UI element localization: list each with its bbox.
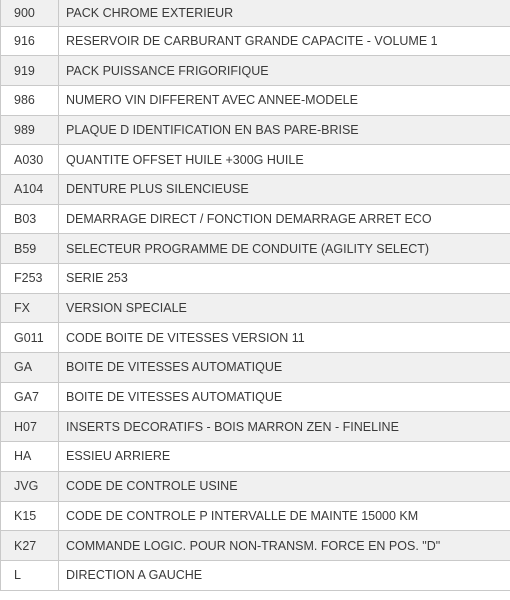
option-description-cell: QUANTITE OFFSET HUILE +300G HUILE bbox=[59, 145, 510, 175]
option-code-cell: B03 bbox=[1, 204, 59, 234]
option-code-cell: B59 bbox=[1, 234, 59, 264]
table-row bbox=[1, 204, 510, 234]
option-code-cell: A030 bbox=[1, 145, 59, 175]
option-description-cell: BOITE DE VITESSES AUTOMATIQUE bbox=[59, 382, 510, 412]
option-code-cell: 989 bbox=[1, 115, 59, 145]
option-code-cell: F253 bbox=[1, 264, 59, 294]
option-description-cell: VERSION SPECIALE bbox=[59, 293, 510, 323]
option-description-cell: BOITE DE VITESSES AUTOMATIQUE bbox=[59, 353, 510, 383]
option-code-cell: GA7 bbox=[1, 382, 59, 412]
table-row bbox=[1, 531, 510, 561]
option-code-cell: 919 bbox=[1, 56, 59, 86]
table-row bbox=[1, 412, 510, 442]
table-row bbox=[1, 560, 510, 590]
option-description-cell: DENTURE PLUS SILENCIEUSE bbox=[59, 174, 510, 204]
table-row bbox=[1, 56, 510, 86]
option-description-cell: SERIE 253 bbox=[59, 264, 510, 294]
option-description-cell: SELECTEUR PROGRAMME DE CONDUITE (AGILITY SELECT) bbox=[59, 234, 510, 264]
option-code-cell: GA bbox=[1, 353, 59, 383]
option-code-cell: FX bbox=[1, 293, 59, 323]
table-row bbox=[1, 0, 510, 26]
table-row bbox=[1, 85, 510, 115]
option-code-cell: 916 bbox=[1, 26, 59, 56]
option-codes-body bbox=[1, 0, 510, 590]
option-description-cell: NUMERO VIN DIFFERENT AVEC ANNEE-MODELE bbox=[59, 85, 510, 115]
option-code-cell: H07 bbox=[1, 412, 59, 442]
table-row bbox=[1, 264, 510, 294]
option-code-cell: K27 bbox=[1, 531, 59, 561]
option-description-cell: COMMANDE LOGIC. POUR NON-TRANSM. FORCE EN POS. "D" bbox=[59, 531, 510, 561]
option-description-cell: PACK PUISSANCE FRIGORIFIQUE bbox=[59, 56, 510, 86]
option-code-cell: G011 bbox=[1, 323, 59, 353]
table-row bbox=[1, 174, 510, 204]
option-description-cell: PLAQUE D IDENTIFICATION EN BAS PARE-BRISE bbox=[59, 115, 510, 145]
table-row bbox=[1, 293, 510, 323]
option-code-cell: L bbox=[1, 560, 59, 590]
option-code-cell: JVG bbox=[1, 471, 59, 501]
option-code-cell: 986 bbox=[1, 85, 59, 115]
option-description-cell: DEMARRAGE DIRECT / FONCTION DEMARRAGE ARRET ECO bbox=[59, 204, 510, 234]
table-row bbox=[1, 501, 510, 531]
option-description-cell: CODE BOITE DE VITESSES VERSION 11 bbox=[59, 323, 510, 353]
option-description-cell: INSERTS DECORATIFS - BOIS MARRON ZEN - FINELINE bbox=[59, 412, 510, 442]
table-row bbox=[1, 442, 510, 472]
option-description-cell: ESSIEU ARRIERE bbox=[59, 442, 510, 472]
option-code-cell: HA bbox=[1, 442, 59, 472]
table-row bbox=[1, 471, 510, 501]
option-description-cell: DIRECTION A GAUCHE bbox=[59, 560, 510, 590]
table-row bbox=[1, 145, 510, 175]
option-code-cell: 900 bbox=[1, 0, 59, 26]
option-description-cell: CODE DE CONTROLE P INTERVALLE DE MAINTE 15000 KM bbox=[59, 501, 510, 531]
table-row bbox=[1, 26, 510, 56]
option-description-cell: PACK CHROME EXTERIEUR bbox=[59, 0, 510, 26]
option-description-cell: CODE DE CONTROLE USINE bbox=[59, 471, 510, 501]
table-row bbox=[1, 382, 510, 412]
option-description-cell: RESERVOIR DE CARBURANT GRANDE CAPACITE - VOLUME 1 bbox=[59, 26, 510, 56]
table-row bbox=[1, 115, 510, 145]
table-row bbox=[1, 353, 510, 383]
table-row bbox=[1, 323, 510, 353]
table-row bbox=[1, 234, 510, 264]
option-code-cell: A104 bbox=[1, 174, 59, 204]
option-code-cell: K15 bbox=[1, 501, 59, 531]
